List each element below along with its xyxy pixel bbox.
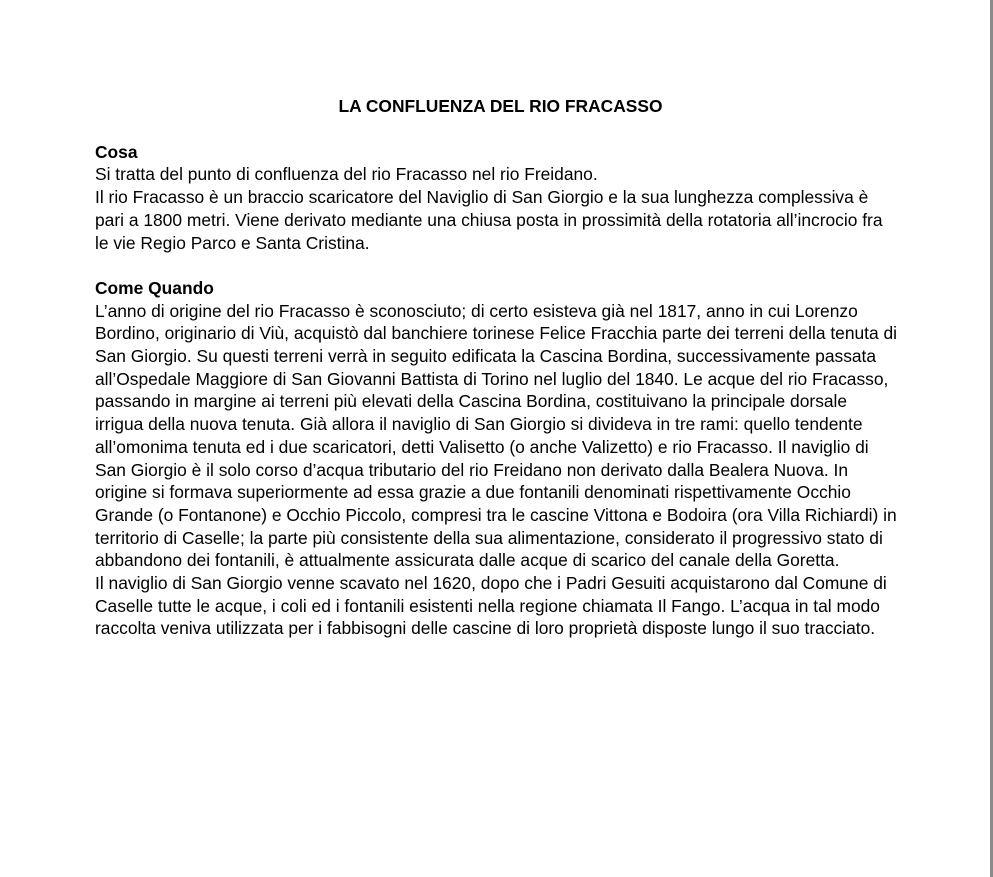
section-heading: Cosa: [95, 141, 138, 162]
paragraph: L’anno di origine del rio Fracasso è sconosciuto; di certo esisteva già nel 1817, anno in cui Lorenzo Bordino, originario di Viù, acquistò dal banchiere torinese Felice Fracchia parte dei terreni della tenuta di San Giorgio. Su questi terreni verrà in seguito edificata la Cascina Bordina, successivamente passata all’Ospedale Maggiore di San Giovanni Battista di Torino nel luglio del 1840. Le acque del rio Fracasso, passando in margine ai terreni più elevati della Cascina Bordina, costituivano la principale dorsale irrigua della nuova tenuta. Già allora il naviglio di San Giorgio si divideva in tre rami: quello tendente all’omonima tenuta ed i due scaricatori, detti Valisetto (o anche Valizetto) e rio Fracasso. Il naviglio di San Giorgio è il solo corso d’acqua tributario del rio Freidano non derivato dalla Bealera Nuova. In origine si formava superiormente ad essa grazie a due fontanili denominati rispettivamente Occhio Grande (o Fontanone) e Occhio Piccolo, compresi tra le cascine Vittona e Bodoira (ora Villa Richiardi) in territorio di Caselle; la parte più consistente della sua alimentazione, considerato il progressivo stato di abbandono dei fontanili, è attualmente assicurata dalle acque di scarico del canale della Goretta.: [95, 300, 898, 571]
section-cosa: [95, 141, 900, 255]
document-body: [95, 95, 900, 663]
paragraph: Si tratta del punto di confluenza del rio Fracasso nel rio Freidano.: [95, 164, 598, 185]
page-title: LA CONFLUENZA DEL RIO FRACASSO: [338, 96, 663, 116]
section-heading: Come Quando: [95, 277, 214, 298]
paragraph: Il rio Fracasso è un braccio scaricatore del Naviglio di San Giorgio e la sua lunghezza complessiva è pari a 1800 metri. Viene derivato mediante una chiusa posta in prossimità della rotatoria all’incrocio fra le vie Regio Parco e Santa Cristina.: [95, 187, 883, 253]
paragraph: Il naviglio di San Giorgio venne scavato nel 1620, dopo che i Padri Gesuiti acquistarono dal Comune di Caselle tutte le acque, i coli ed i fontanili esistenti nella regione chiamata Il Fango. L’acqua in tal modo raccolta veniva utilizzata per i fabbisogni delle cascine di loro proprietà disposte lungo il suo tracciato.: [95, 573, 887, 639]
section-come-quando: [95, 277, 900, 640]
